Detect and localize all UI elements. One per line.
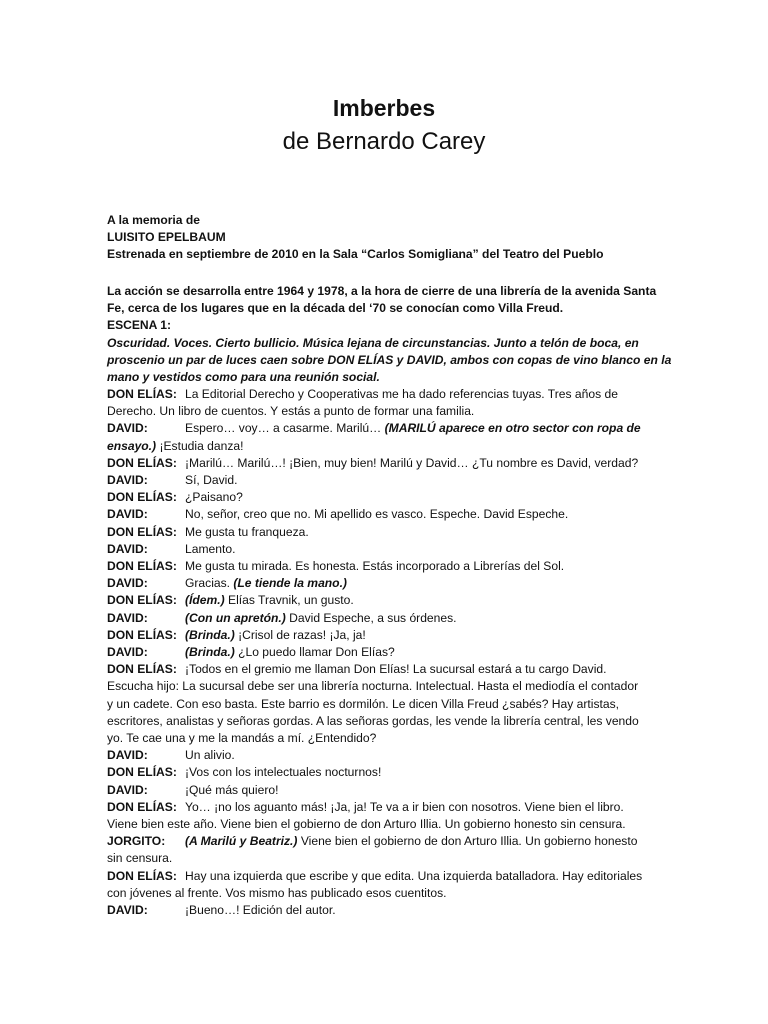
dialogue-text: Sí, David. [185,473,238,488]
dialogue-line [107,799,667,816]
dialogue-line [107,575,667,592]
dialogue-line [107,747,667,764]
dialogue-text: escritores, analistas y señoras gordas. A las señoras gordas, les vende la librería central, les vendo [107,713,639,728]
setting-line: Fe, cerca de los lugares que en la década del ‘70 se conocían como Villa Freud. [107,301,564,316]
dialogue-text: La Editorial Derecho y Cooperativas me ha dado referencias tuyas. Tres años de [185,387,618,401]
dialogue-text: yo. Te cae una y me la mandás a mí. ¿Entendido? [107,731,377,746]
dialogue-text: con jóvenes al frente. Vos mismo has publicado esos cuentitos. [107,885,447,900]
speaker-name: DAVID: [107,903,148,918]
dedication-name: LUISITO EPELBAUM [107,230,226,245]
speaker-name: DON ELÍAS: [107,524,177,539]
dialogue-line [107,902,667,919]
stage-direction: proscenio un par de luces caen sobre DON ELÍAS y DAVID, ambos con copas de vino blanco en la [107,352,672,367]
dialogue-line [107,420,667,437]
dialogue-text: Escucha hijo: La sucursal debe ser una librería nocturna. Intelectual. Hasta el mediodía el contador [107,679,639,694]
dialogue-line [107,868,667,885]
dedication-line: A la memoria de [107,213,200,227]
dialogue-line [107,627,667,644]
dialogue-text: Me gusta tu mirada. Es honesta. Estás incorporado a Librerías del Sol. [185,559,565,574]
stage-direction: (A Marilú y Beatriz.) [185,834,298,849]
dialogue-text: Me gusta tu franqueza. [185,524,309,539]
dialogue-text: Viene bien este año. Viene bien el gobierno de don Arturo Illia. Un gobierno honesto sin censura. [107,817,626,832]
premiere-line: Estrenada en septiembre de 2010 en la Sala “Carlos Somigliana” del Teatro del Pueblo [107,247,604,262]
dialogue-text: ¿Paisano? [185,490,243,505]
dialogue-text: Elías Travnik, un gusto. [224,593,354,608]
stage-direction: (Brinda.) [185,627,235,642]
speaker-name: DON ELÍAS: [107,662,177,677]
dialogue-line [107,816,667,833]
speaker-name: DON ELÍAS: [107,455,177,470]
speaker-name: DAVID: [107,507,148,522]
dialogue-text: y un cadete. Con eso basta. Este barrio es dormilón. Le dicen Villa Freud ¿sabés? Hay artistas, [107,696,620,711]
speaker-name: DON ELÍAS: [107,868,177,883]
page-title: Imberbes [332,95,436,121]
dialogue-line [107,506,667,523]
page-subtitle: de Bernardo Carey [282,128,486,155]
dialogue-line [107,713,667,730]
speaker-name: DAVID: [107,576,148,591]
dialogue-line [107,661,667,678]
stage-direction: (Brinda.) [185,645,235,660]
dialogue-line [107,833,667,850]
dialogue-text: Un alivio. [185,748,235,763]
stage-direction: (MARILÚ aparece en otro sector con ropa de [384,421,641,436]
dialogue-text: Derecho. Un libro de cuentos. Y estás a punto de formar una familia. [107,404,475,419]
dialogue-line [107,644,667,661]
dialogue-line [107,489,667,506]
dialogue-line [107,541,667,558]
speaker-name: JORGITO: [107,834,166,849]
speaker-name: DON ELÍAS: [107,490,177,505]
setting-line: La acción se desarrolla entre 1964 y 1978, a la hora de cierre de una librería de la avenida Santa [107,284,657,298]
stage-direction: Oscuridad. Voces. Cierto bullicio. Música lejana de circunstancias. Junto a telón de boca, en [107,335,639,350]
speaker-name: DON ELÍAS: [107,387,177,401]
dialogue-text: Yo… ¡no los aguanto más! ¡Ja, ja! Te va a ir bien con nosotros. Viene bien el libro. [185,799,624,814]
dialogue-line [107,403,667,420]
dialogue-line [107,558,667,575]
dialogue-text: sin censura. [107,851,173,866]
dialogue-line [107,455,667,472]
dialogue-text: Lamento. [185,541,236,556]
dialogue-text: ¡Todos en el gremio me llaman Don Elías! La sucursal estará a tu cargo David. [185,662,607,677]
speaker-name: DAVID: [107,610,148,625]
stage-direction: (Con un apretón.) [185,610,286,625]
dialogue-text: ¡Crisol de razas! ¡Ja, ja! [234,627,366,642]
dialogue-line [107,764,667,781]
dialogue-line [107,438,667,455]
dialogue-block [107,386,667,919]
dialogue-line [107,730,667,747]
dialogue-text: Hay una izquierda que escribe y que edita. Una izquierda batalladora. Hay editoriales [185,868,643,883]
dialogue-line [107,885,667,902]
dialogue-line [107,592,667,609]
scene-heading: ESCENA 1: [107,318,172,333]
stage-direction: (Le tiende la mano.) [233,576,347,591]
dialogue-text: ¡Marilú… Marilú…! ¡Bien, muy bien! Marilú y David… ¿Tu nombre es David, verdad? [185,455,639,470]
speaker-name: DAVID: [107,748,148,763]
stage-direction: ensayo.) [107,438,157,453]
dialogue-line [107,696,667,713]
speaker-name: DON ELÍAS: [107,765,177,780]
intro-block [107,283,672,386]
stage-direction: (Ídem.) [185,593,225,608]
speaker-name: DON ELÍAS: [107,627,177,642]
dialogue-line [107,472,667,489]
dialogue-text: ¡Vos con los intelectuales nocturnos! [185,765,382,780]
dialogue-text: David Espeche, a sus órdenes. [285,610,457,625]
dialogue-text: ¡Bueno…! Edición del autor. [185,903,336,918]
speaker-name: DAVID: [107,473,148,488]
dialogue-text: No, señor, creo que no. Mi apellido es vasco. Espeche. David Espeche. [185,507,569,522]
dialogue-text: Viene bien el gobierno de don Arturo Illia. Un gobierno honesto [297,834,638,849]
stage-direction: mano y vestidos como para una reunión social. [107,370,380,385]
speaker-name: DAVID: [107,541,148,556]
dialogue-line [107,386,667,403]
dialogue-line [107,524,667,541]
dialogue-text: ¡Estudia danza! [156,438,244,453]
speaker-name: DAVID: [107,421,148,436]
speaker-name: DAVID: [107,645,148,660]
dialogue-line [107,850,667,867]
dialogue-text: Espero… voy… a casarme. Marilú… [185,421,385,436]
dialogue-text: Gracias. [185,576,234,591]
dedication-block [107,212,667,264]
dialogue-text: ¿Lo puedo llamar Don Elías? [234,645,395,660]
speaker-name: DON ELÍAS: [107,593,177,608]
speaker-name: DON ELÍAS: [107,559,177,574]
dialogue-line [107,678,667,695]
speaker-name: DON ELÍAS: [107,799,177,814]
dialogue-line [107,610,667,627]
dialogue-text: ¡Qué más quiero! [185,782,279,797]
speaker-name: DAVID: [107,782,148,797]
dialogue-line [107,782,667,799]
